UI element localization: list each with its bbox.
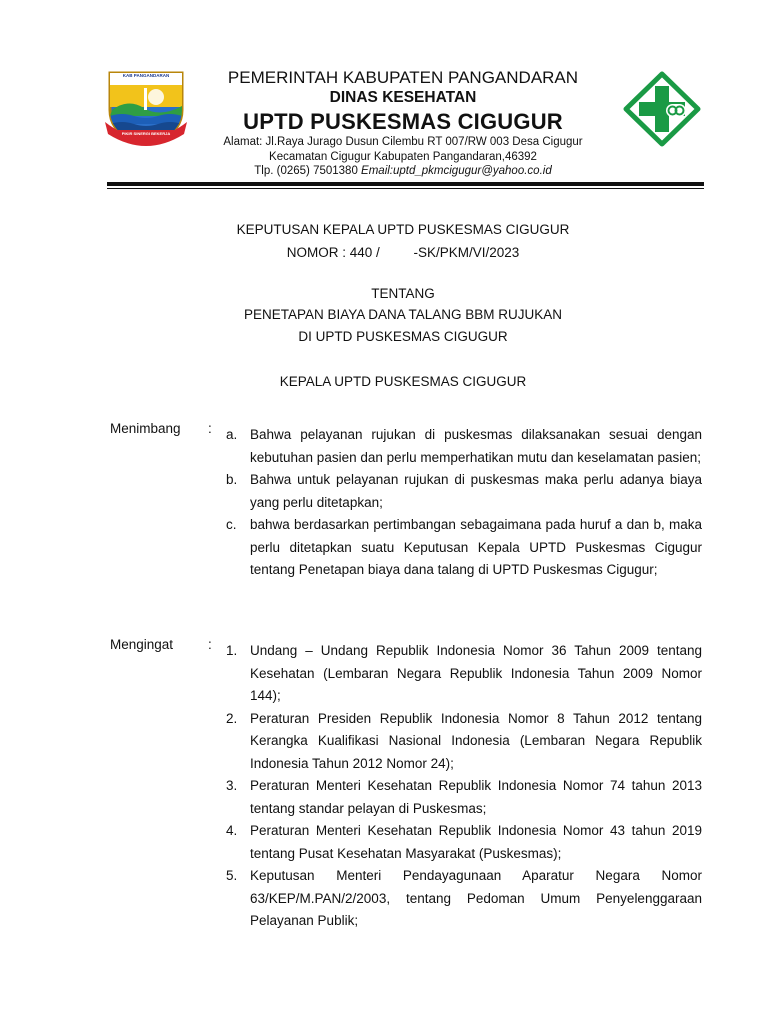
menimbang-list — [222, 424, 702, 582]
header-email: Email:uptd_pkmcigugur@yahoo.co.id — [361, 165, 552, 177]
decree-number: NOMOR : 440 / -SK/PKM/VI/2023 — [286, 245, 520, 260]
list-item-text: Peraturan Menteri Kesehatan Republik Indonesia Nomor 74 tahun 2013 tentang standar pelayan di Puskesmas; — [250, 778, 702, 816]
list-item — [222, 640, 702, 708]
list-item — [222, 820, 702, 865]
header-phone: Tlp. (0265) 7501380 — [254, 165, 358, 177]
list-marker: a. — [226, 427, 238, 442]
decree-issuer: KEPALA UPTD PUSKESMAS CIGUGUR — [279, 374, 527, 389]
list-item — [222, 775, 702, 820]
list-item — [222, 708, 702, 776]
list-item-text: Peraturan Presiden Republik Indonesia Nomor 8 Tahun 2012 tentang Kerangka Kualifikasi Nasional Indonesia (Lembaran Negara Republik Indonesia Tahun 2012 Nomor 24); — [250, 710, 702, 771]
header-address: Alamat: Jl.Raya Jurago Dusun Cilembu RT 007/RW 003 Desa Cigugur — [223, 136, 583, 148]
header-rule-thick — [107, 182, 704, 186]
list-item-text: Keputusan Menteri Pendayagunaan Aparatur Negara Nomor 63/KEP/M.PAN/2/2003, tentang Pedoman Umum Penyelenggaraan Pelayanan Publik; — [250, 868, 702, 928]
header-rule-thin — [107, 188, 704, 189]
list-item-text: Undang – Undang Republik Indonesia Nomor 36 Tahun 2009 tentang Kesehatan (Lembaran Negara Republik Indonesia Tahun 2009 Nomor 144); — [250, 643, 702, 703]
list-item-text: Bahwa untuk pelayanan rujukan di puskesmas maka perlu adanya biaya yang perlu ditetapkan; — [250, 472, 702, 510]
list-item — [222, 469, 702, 514]
list-marker: 4. — [226, 823, 238, 838]
header-contact — [0, 165, 768, 177]
list-item-text: Bahwa pelayanan rujukan di puskesmas dilaksanakan sesuai dengan kebutuhan pasien dan perlu memperhatikan mutu dan keselamatan pasien; — [250, 427, 702, 465]
list-marker: c. — [226, 517, 237, 532]
list-item-text: bahwa berdasarkan pertimbangan sebagaimana pada huruf a dan b, maka perlu ditetapkan suatu Keputusan Kepala UPTD Puskesmas Cigugur tentang Penetapan biaya dana talang di UPTD Puskesmas Cigugur; — [250, 517, 702, 577]
menimbang-colon: : — [208, 421, 212, 436]
puskesmas-logo — [622, 70, 702, 148]
decree-subject-line1: PENETAPAN BIAYA DANA TALANG BBM RUJUKAN — [243, 307, 563, 322]
decree-title: KEPUTUSAN KEPALA UPTD PUSKESMAS CIGUGUR — [236, 222, 570, 237]
list-marker: 3. — [226, 778, 238, 793]
mengingat-colon: : — [208, 637, 212, 652]
list-marker: b. — [226, 472, 238, 487]
list-item-text: Peraturan Menteri Kesehatan Republik Indonesia Nomor 43 tahun 2019 tentang Pusat Kesehatan Masyarakat (Puskesmas); — [250, 823, 702, 861]
list-item — [222, 865, 702, 933]
list-marker: 5. — [226, 868, 238, 883]
mengingat-list — [222, 640, 702, 933]
logo-text-bottom: PIKIR SINERGI BEKERJA — [121, 131, 171, 136]
decree-about: TENTANG — [371, 286, 435, 301]
list-item — [222, 514, 702, 582]
header-district: Kecamatan Cigugur Kabupaten Pangandaran,46392 — [269, 151, 537, 163]
header-institution: UPTD PUSKESMAS CIGUGUR — [243, 109, 563, 134]
header-department: DINAS KESEHATAN — [329, 89, 477, 106]
logo-text-top: KAB PANGANDARAN — [122, 73, 170, 78]
mengingat-label: Mengingat — [110, 637, 174, 652]
decree-subject-line2: DI UPTD PUSKESMAS CIGUGUR — [298, 329, 508, 344]
menimbang-label: Menimbang — [110, 421, 181, 436]
list-item — [222, 424, 702, 469]
header-government: PEMERINTAH KABUPATEN PANGANDARAN — [227, 68, 579, 87]
list-marker: 1. — [226, 643, 238, 658]
list-marker: 2. — [226, 710, 238, 726]
